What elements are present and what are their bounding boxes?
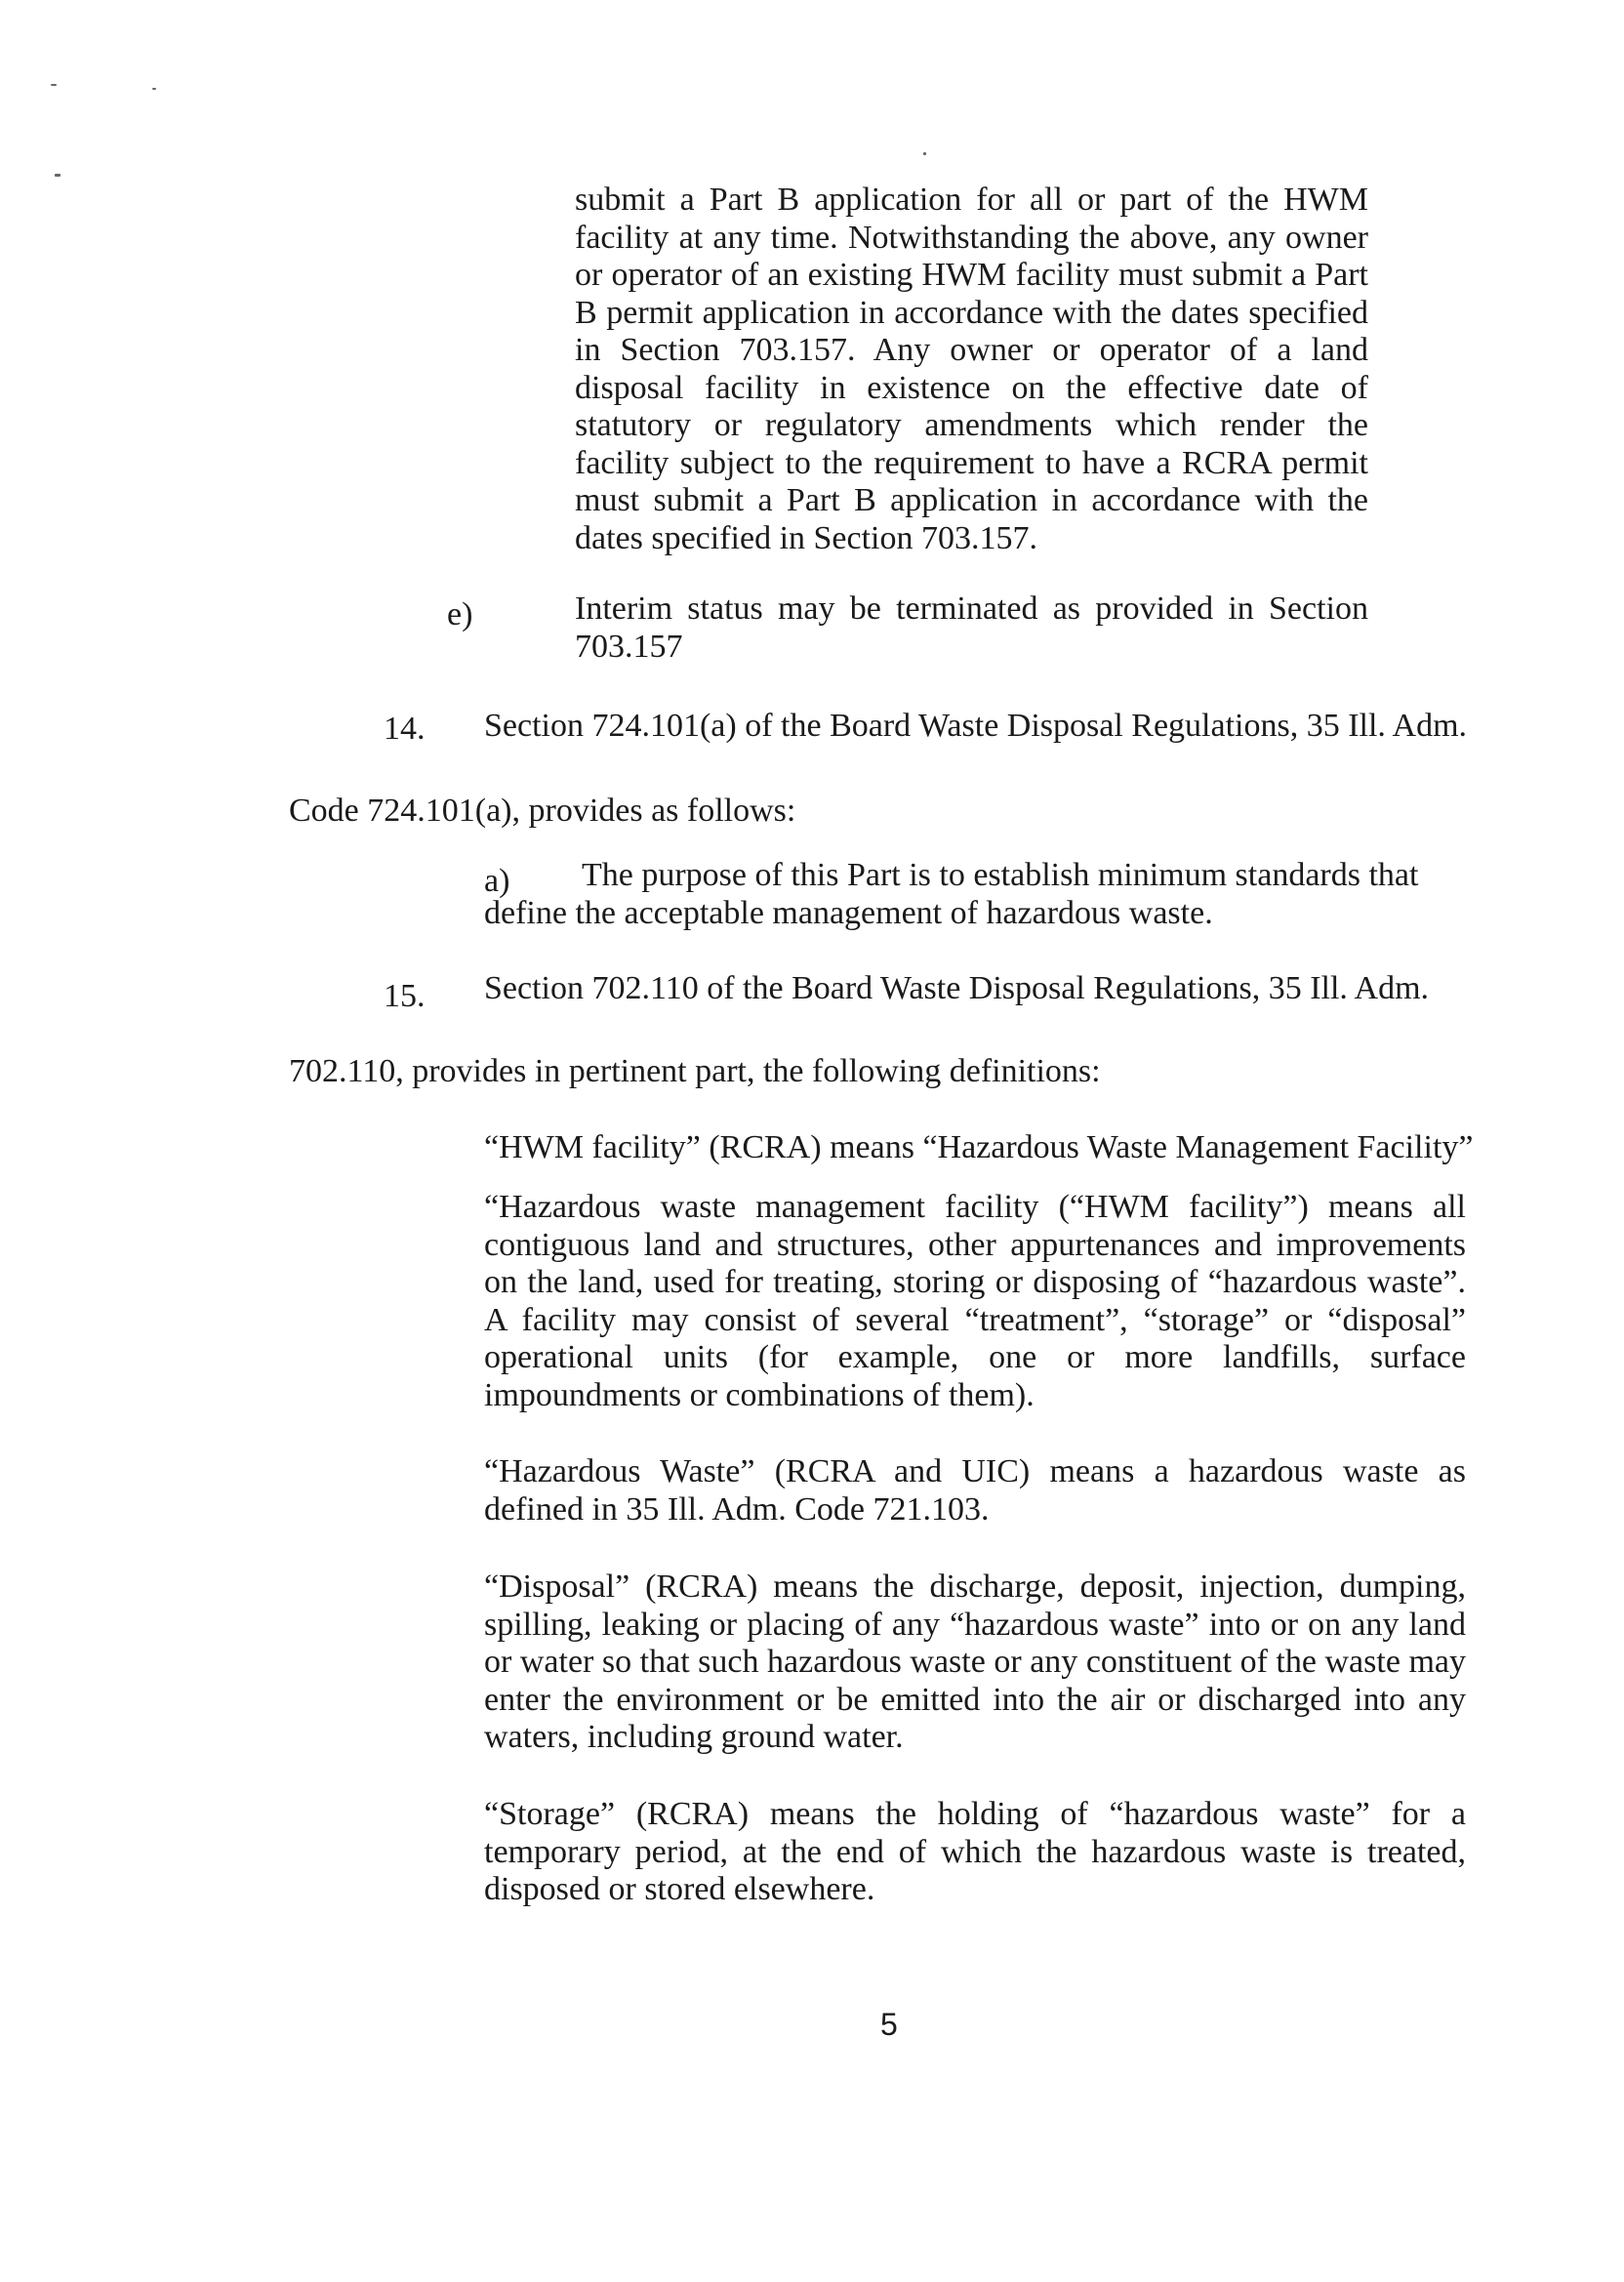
scan-speck [152, 88, 156, 90]
definition-hwm-facility: “HWM facility” (RCRA) means “Hazardous Waste Management Facility” [484, 1129, 1474, 1165]
definition-hazardous-waste-management-facility: “Hazardous waste management facility (“HWM facility”) means all contiguous land and structures, other appurtenances and improvements on the land, used for treating, storing or disposing of “hazardous waste”. A facility may consist of several “treatment”, “storage” or “disposal” operational units (for example, one or more landfills, surface impoundments or combinations of them). [484, 1189, 1466, 1413]
scan-speck [923, 152, 926, 155]
paragraph-15-number: 15. [384, 978, 426, 1014]
item-e-label: e) [447, 596, 473, 632]
definition-hazardous-waste: “Hazardous Waste” (RCRA and UIC) means a hazardous waste as defined in 35 Ill. Adm. Code 721.103. [484, 1453, 1466, 1528]
item-e-text: Interim status may be terminated as provided in Section 703.157 [575, 591, 1368, 665]
continuation-paragraph: submit a Part B application for all or part of the HWM facility at any time. Notwithstanding the above, any owner or operator of an existing HWM facility must submit a Part B permit application in accordance with the dates specified in Section 703.157. Any owner or operator of a land disposal facility in existence on the effective date of statutory or regulatory amendments which render the facility subject to the requirement to have a RCRA permit must submit a Part B application in accordance with the dates specified in Section 703.157. [575, 182, 1368, 556]
paragraph-14-second-line: Code 724.101(a), provides as follows: [289, 793, 796, 829]
quote-a-label: a) [484, 863, 510, 899]
quote-a-second-line: define the acceptable management of hazardous waste. [484, 895, 1213, 931]
definition-storage: “Storage” (RCRA) means the holding of “hazardous waste” for a temporary period, at the end of which the hazardous waste is treated, disposed or stored elsewhere. [484, 1796, 1466, 1907]
page-number: 5 [880, 2007, 898, 2042]
paragraph-15-second-line: 702.110, provides in pertinent part, the following definitions: [289, 1053, 1101, 1089]
paragraph-14-first-line: Section 724.101(a) of the Board Waste Disposal Regulations, 35 Ill. Adm. [484, 708, 1468, 744]
paragraph-15-first-line: Section 702.110 of the Board Waste Disposal Regulations, 35 Ill. Adm. [484, 970, 1430, 1006]
quote-a-first-line: The purpose of this Part is to establish minimum standards that [582, 857, 1419, 893]
paragraph-14-number: 14. [384, 711, 426, 747]
definition-disposal: “Disposal” (RCRA) means the discharge, deposit, injection, dumping, spilling, leaking or placing of any “hazardous waste” into or on any land or water so that such hazardous waste or any constituent of the waste may enter the environment or be emitted into the air or discharged into any waters, including ground water. [484, 1569, 1466, 1755]
scan-speck [51, 84, 57, 86]
scan-speck [55, 174, 61, 177]
